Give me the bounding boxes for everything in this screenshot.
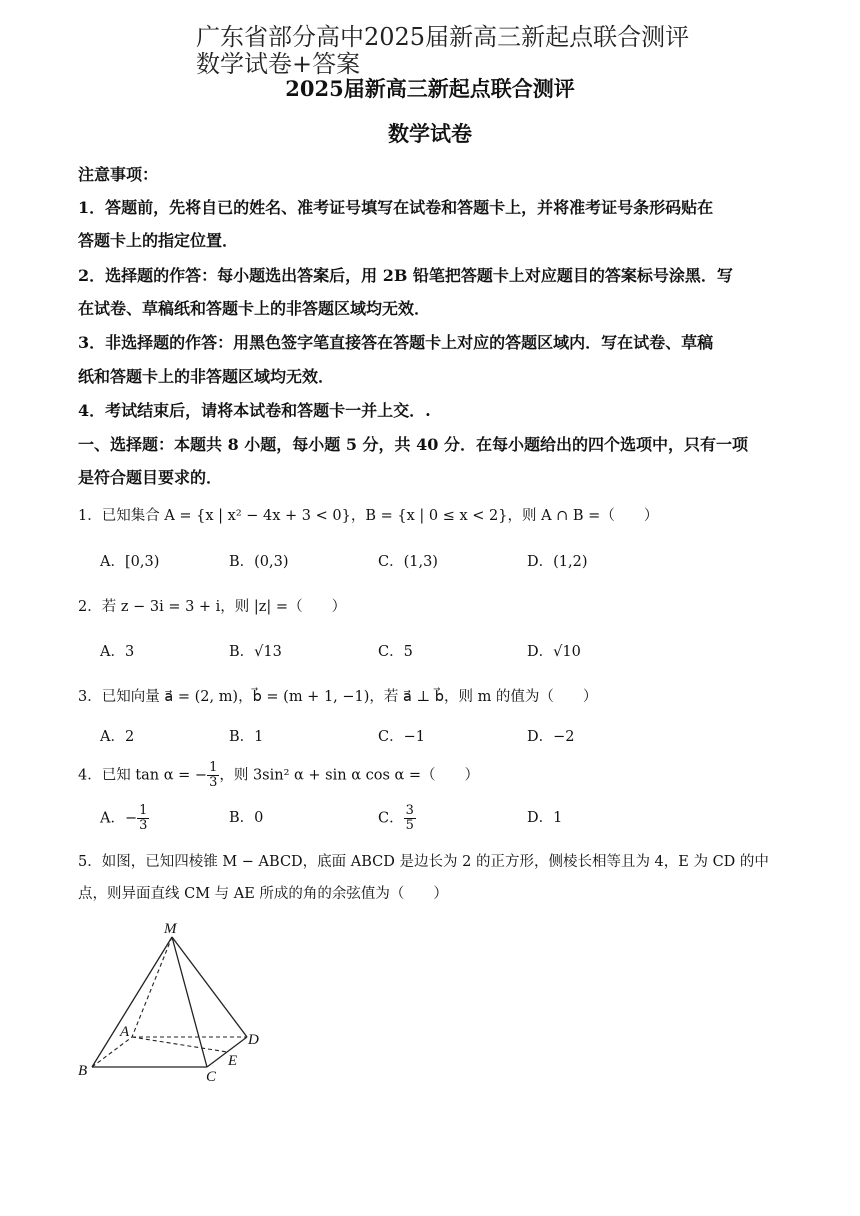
question-1-option-b: B．(0,3) (229, 554, 289, 570)
question-4-stem-start: 4．已知 tan α = − (78, 767, 208, 784)
section-heading-line1: 一、选择题：本题共 8 小题，每小题 5 分，共 40 分．在每小题给出的四个选项中，只有一项 (78, 435, 748, 454)
notice-line: 1．答题前，先将自已的姓名、准考证号填写在试卷和答题卡上，并将准考证号条形码贴在 (78, 198, 714, 217)
fraction-numerator: 1 (209, 760, 218, 775)
label-d: D (248, 1032, 259, 1048)
question-1-option-d: D．(1,2) (527, 554, 588, 570)
doc-header-line1: 广东省部分高中2025届新高三新起点联合测评 (196, 23, 690, 51)
notice-line: 2．选择题的作答：每小题选出答案后，用 2B 铅笔把答题卡上对应题目的答案标号涂黑．写 (78, 266, 733, 285)
question-3-option-c: C．−1 (378, 729, 425, 745)
question-4-option-c (378, 804, 416, 833)
doc-header-line2: 数学试卷+答案 (196, 50, 361, 78)
question-3-option-b: B．1 (229, 729, 264, 745)
question-5-line1: 5．如图，已知四棱锥 M − ABCD，底面 ABCD 是边长为 2 的正方形，侧棱长相等且为 4，E 为 CD 的中 (78, 854, 769, 870)
question-1-option-a: A．[0,3) (100, 554, 160, 570)
label-c: C (206, 1069, 217, 1085)
option-a-fraction (137, 804, 149, 833)
fraction-denominator: 3 (139, 818, 148, 833)
pyramid-figure (70, 915, 280, 1085)
question-2-option-a: A．3 (100, 644, 135, 660)
question-2-option-c: C．5 (378, 644, 413, 660)
fraction-denominator: 3 (209, 775, 218, 790)
question-4-stem (78, 761, 479, 790)
question-4-option-d: D．1 (527, 810, 563, 826)
question-1-option-c: C．(1,3) (378, 554, 438, 570)
question-4-option-b: B．0 (229, 810, 264, 826)
question-4-option-a (100, 804, 149, 833)
question-5-line2: 点，则异面直线 CM 与 AE 所成的角的余弦值为（ ） (78, 886, 448, 902)
notice-line: 4．考试结束后，请将本试卷和答题卡一并上交．. (78, 401, 431, 420)
question-2-option-b: B．√13 (229, 644, 282, 660)
label-e: E (228, 1053, 238, 1069)
section-heading-line2: 是符合题目要求的． (78, 468, 223, 487)
question-2-stem: 2．若 z − 3i = 3 + i，则 |z| =（ ） (78, 599, 347, 615)
question-3-option-a: A．2 (100, 729, 135, 745)
label-b: B (78, 1063, 88, 1079)
question-4-fraction (207, 761, 219, 790)
fraction-numerator: 3 (405, 803, 414, 818)
notice-line: 答题卡上的指定位置． (78, 231, 239, 250)
notice-line: 在试卷、草稿纸和答题卡上的非答题区域均无效． (78, 299, 431, 318)
option-a-label: A．− (100, 810, 138, 827)
question-2-option-d: D．√10 (527, 644, 581, 660)
fraction-denominator: 5 (405, 818, 414, 833)
label-m: M (164, 921, 177, 937)
fraction-numerator: 1 (139, 803, 148, 818)
question-3-option-d: D．−2 (527, 729, 575, 745)
notice-line: 纸和答题卡上的非答题区域均无效． (78, 367, 335, 386)
exam-title: 2025届新高三新起点联合测评 (285, 76, 575, 101)
question-1-stem: 1．已知集合 A = {x | x² − 4x + 3 < 0}，B = {x | 0 ≤ x < 2}，则 A ∩ B =（ ） (78, 508, 659, 524)
label-a: A (120, 1024, 130, 1040)
option-c-fraction (404, 804, 416, 833)
notice-line: 3．非选择题的作答：用黑色签字笔直接答在答题卡上对应的答题区域内．写在试卷、草稿 (78, 333, 714, 352)
question-4-stem-end: ，则 3sin² α + sin α cos α =（ ） (219, 767, 480, 784)
question-3-stem: 3．已知向量 a⃗ = (2, m)，b⃗ = (m + 1, −1)，若 a⃗ ⊥ b⃗，则 m 的值为（ ） (78, 689, 598, 705)
exam-subtitle: 数学试卷 (388, 121, 472, 146)
option-c-label: C． (378, 810, 404, 827)
notice-heading: 注意事项： (78, 165, 159, 184)
